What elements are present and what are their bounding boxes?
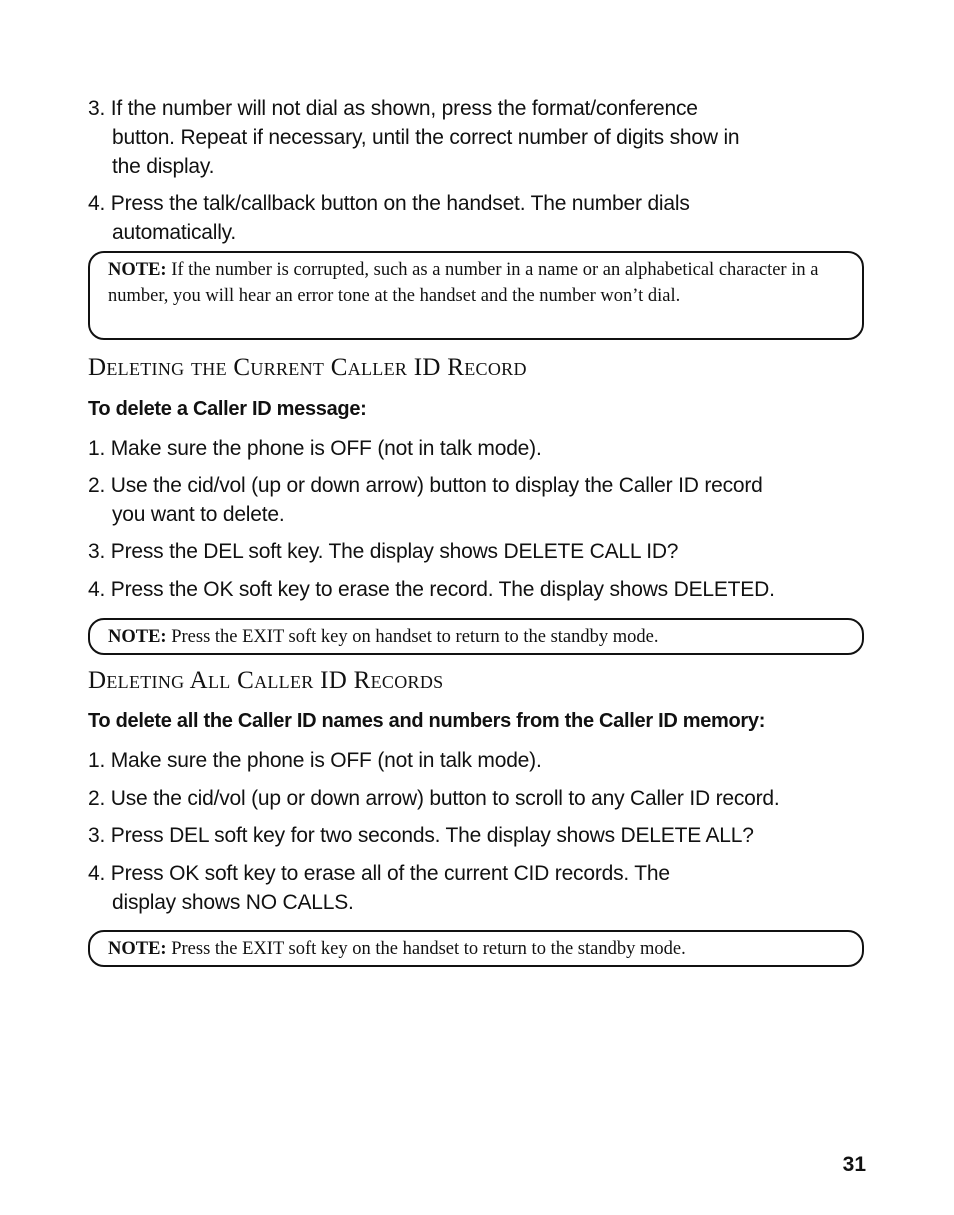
step-number: 1.: [88, 749, 106, 772]
step-3-del: [88, 537, 878, 566]
step-number: 4.: [88, 192, 106, 215]
step-number: 1.: [88, 437, 106, 460]
step-1-off: [88, 434, 878, 463]
note-label: NOTE:: [108, 939, 167, 959]
step-number: 3.: [88, 97, 106, 120]
step-text: Press the OK soft key to erase the record. The display shows DELETED.: [110, 578, 775, 601]
step-text-cont: button. Repeat if necessary, until the correct number of digits show in: [112, 126, 740, 149]
step-number: 2.: [88, 787, 106, 810]
step-text-cont: display shows NO CALLS.: [112, 891, 354, 914]
step-4-ok: [88, 575, 878, 604]
step-number: 3.: [88, 540, 106, 563]
step-3-del-all: [88, 821, 878, 850]
section-heading-delete-all: Deleting All Caller ID Records: [88, 667, 444, 694]
step-number: 4.: [88, 578, 106, 601]
section-heading-delete-current: Deleting the Current Caller ID Record: [88, 354, 527, 381]
step-number: 4.: [88, 862, 106, 885]
note-label: NOTE:: [108, 627, 167, 647]
note-text: Press the EXIT soft key on the handset to return to the standby mode.: [166, 939, 686, 959]
step-text-cont: automatically.: [112, 221, 237, 244]
instruction-lead-delete-all: To delete all the Caller ID names and numbers from the Caller ID memory:: [88, 710, 766, 732]
instruction-lead-delete-message: To delete a Caller ID message:: [88, 398, 367, 420]
step-number: 2.: [88, 474, 106, 497]
step-text: Press DEL soft key for two seconds. The display shows DELETE ALL?: [110, 824, 754, 847]
note-text: If the number is corrupted, such as a number in a name or an alphabetical character in a number, you will hear an error tone at the handset and the number won’t dial.: [108, 260, 819, 306]
step-text: Use the cid/vol (up or down arrow) button to display the Caller ID record: [110, 474, 763, 497]
note-box-exit-2: [88, 930, 864, 967]
step-text: Press the talk/callback button on the handset. The number dials: [110, 192, 690, 215]
step-1-off-all: [88, 746, 878, 775]
page-number: 31: [842, 1153, 866, 1176]
step-text-cont: you want to delete.: [112, 503, 285, 526]
step-text: Make sure the phone is OFF (not in talk mode).: [110, 749, 542, 772]
step-text: Make sure the phone is OFF (not in talk mode).: [110, 437, 542, 460]
step-4-talk: [88, 189, 878, 247]
note-text: Press the EXIT soft key on handset to return to the standby mode.: [166, 627, 659, 647]
step-text: Press the DEL soft key. The display shows DELETE CALL ID?: [110, 540, 679, 563]
step-number: 3.: [88, 824, 106, 847]
step-2-cidvol: [88, 471, 878, 529]
note-label: NOTE:: [108, 260, 167, 280]
note-box-exit-1: [88, 618, 864, 655]
step-text-cont: the display.: [112, 155, 215, 178]
step-text: Press OK soft key to erase all of the current CID records. The: [110, 862, 670, 885]
step-4-ok-all: [88, 859, 878, 917]
step-3-format: [88, 94, 878, 181]
step-2-scroll: [88, 784, 878, 813]
step-text: Use the cid/vol (up or down arrow) button to scroll to any Caller ID record.: [110, 787, 780, 810]
step-text: If the number will not dial as shown, press the format/conference: [110, 97, 698, 120]
note-box-corrupted: [88, 251, 864, 340]
